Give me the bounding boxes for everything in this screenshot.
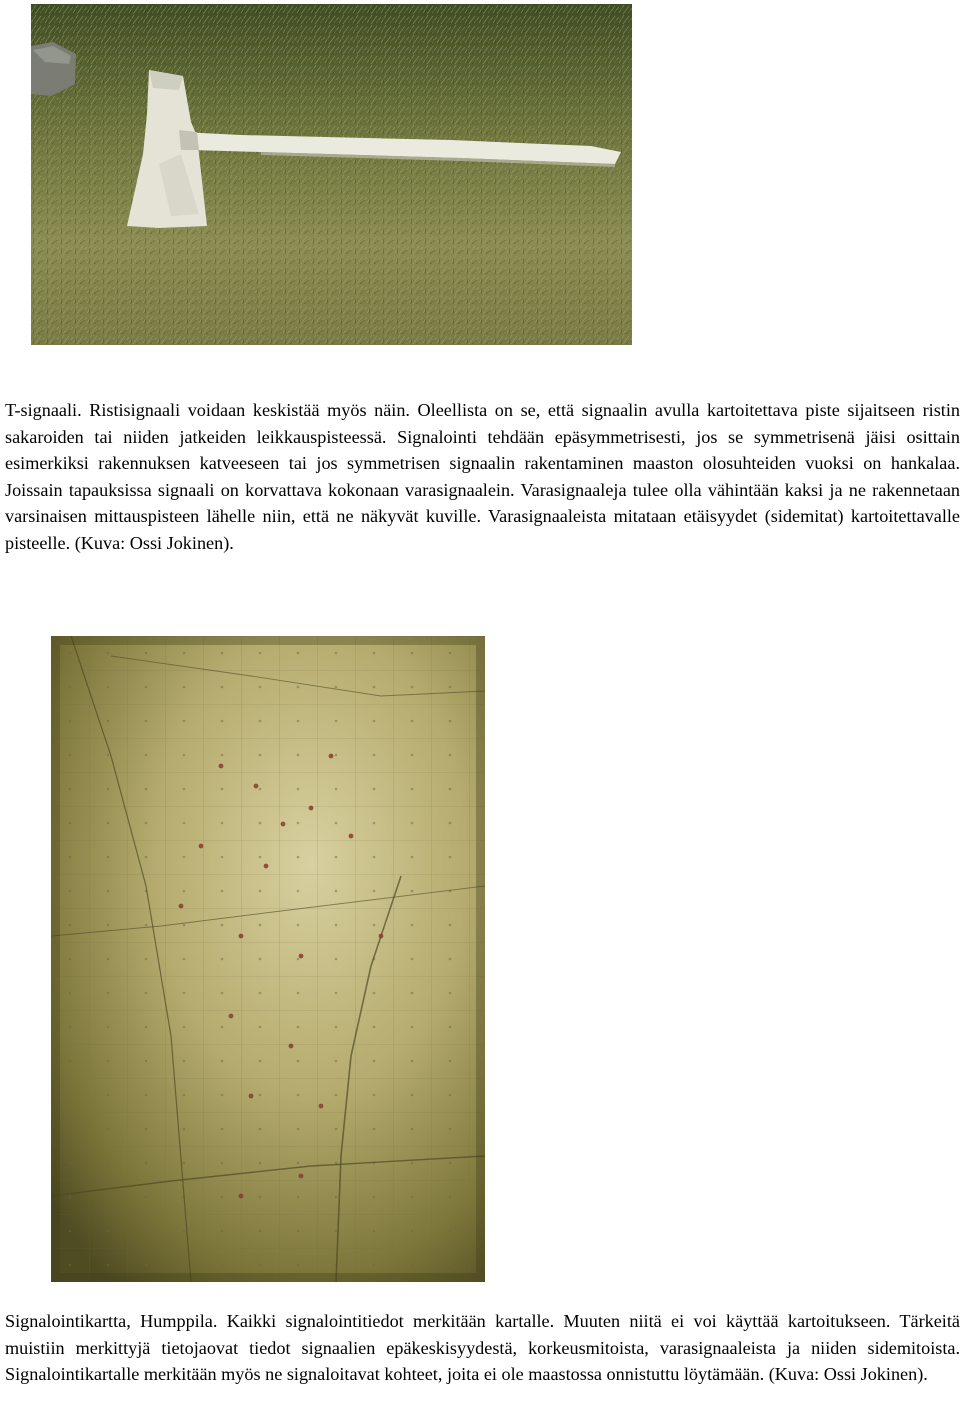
- signalling-map-caption: Signalointikartta, Humppila. Kaikki signalointitiedot merkitään kartalle. Muuten niitä ei voi käyttää kartoitukseen. Tärkeitä muistiin merkittyjä tietojaovat tiedot signaalien epäkeskisyydestä, korkeusmitoista, varasignaaleista ja niiden sidemitoista. Signalointikartalle merkitään myös ne signaloitavat kohteet, joita ei ole maastossa onnistuttu löytämään. (Kuva: Ossi Jokinen).: [5, 1311, 960, 1385]
- t-signal-caption: T-signaali. Ristisignaali voidaan keskistää myös näin. Oleellista on se, että signaalin avulla kartoitettava piste sijaitseen ristin sakaroiden tai niiden jatkeiden leikkauspisteessä. Signalointi tehdään epäsymmetrisesti, jos se symmetrisenä jäisi osittain esimerkiksi rakennuksen katveeseen tai jos symmetrisen signaalin rakentaminen maaston olosuhteiden vuoksi on hankalaa. Joissain tapauksissa signaali on korvattava kokonaan varasignaalein. Varasignaaleja tulee olla vähintään kaksi ja ne rakennetaan varsinaisen mittauspisteen lähelle niin, että ne näkyvät kuville. Varasignaaleista mitataan etäisyydet (sidemitat) kartoitettavalle pisteelle. (Kuva: Ossi Jokinen).: [5, 400, 960, 553]
- signalling-map-photo: [51, 636, 485, 1282]
- t-signal-photo-graphic: [31, 4, 632, 345]
- signalling-map-photo-graphic: [51, 636, 485, 1282]
- t-signal-photo: [31, 4, 632, 345]
